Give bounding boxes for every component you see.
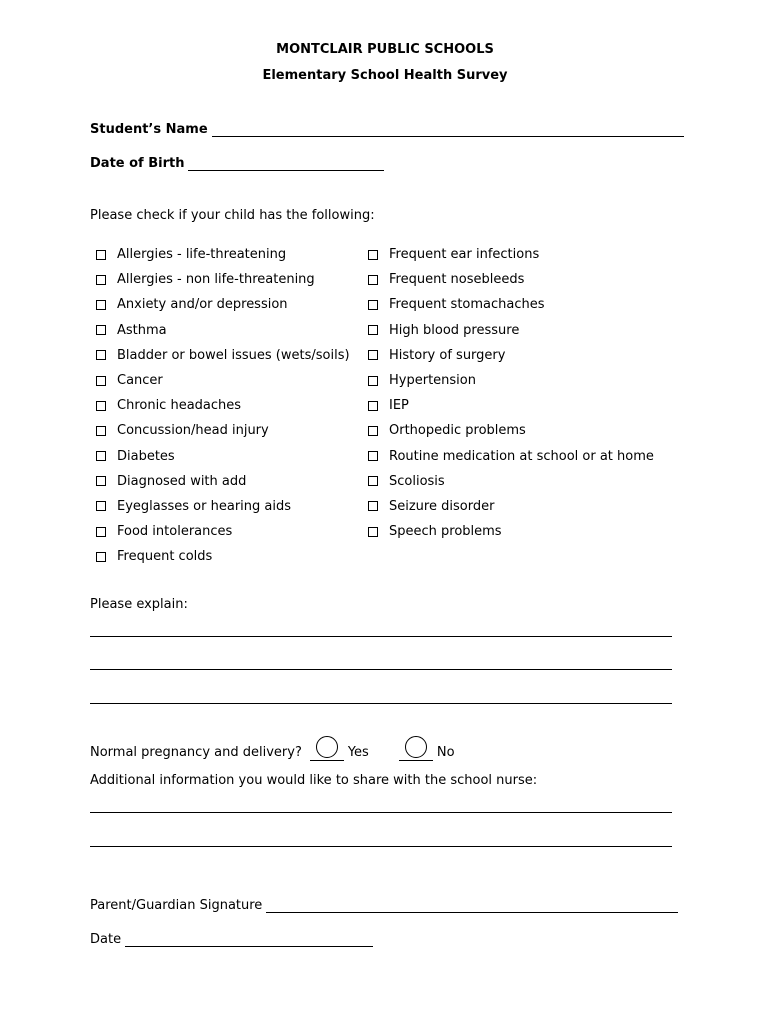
radio-circle-icon [405, 736, 427, 758]
condition-item [368, 418, 654, 443]
condition-label: Anxiety and/or depression [117, 297, 288, 313]
condition-checkbox[interactable] [368, 527, 378, 537]
condition-item [96, 444, 350, 469]
student-name-label: Student’s Name [90, 122, 208, 137]
condition-checkbox[interactable] [96, 325, 106, 335]
condition-item [96, 494, 350, 519]
condition-item [96, 469, 350, 494]
date-row [90, 932, 373, 947]
condition-label: Chronic headaches [117, 398, 242, 414]
condition-label: Scoliosis [389, 473, 445, 489]
condition-item [96, 318, 350, 343]
condition-checkbox[interactable] [96, 300, 106, 310]
condition-item [368, 444, 654, 469]
condition-label: Speech problems [389, 524, 502, 540]
condition-item [96, 519, 350, 544]
condition-item [368, 519, 654, 544]
condition-item [96, 393, 350, 418]
date-of-birth-field[interactable] [188, 156, 384, 171]
signature-field[interactable] [266, 898, 678, 913]
condition-label: Concussion/head injury [117, 423, 269, 439]
condition-checkbox[interactable] [368, 501, 378, 511]
condition-checkbox[interactable] [96, 552, 106, 562]
pregnancy-question-row [90, 733, 455, 761]
condition-checkbox[interactable] [96, 426, 106, 436]
condition-label: Asthma [117, 322, 167, 338]
condition-label: Allergies - non life-threatening [117, 272, 315, 288]
pregnancy-yes-radio[interactable] [310, 736, 344, 761]
condition-label: Cancer [117, 373, 163, 389]
condition-checkbox[interactable] [368, 275, 378, 285]
condition-checkbox[interactable] [368, 325, 378, 335]
pregnancy-yes-label: Yes [347, 745, 369, 760]
condition-checkbox[interactable] [96, 527, 106, 537]
signature-row [90, 898, 678, 913]
condition-label: Seizure disorder [389, 498, 495, 514]
condition-checkbox[interactable] [96, 451, 106, 461]
condition-label: Food intolerances [117, 524, 233, 540]
additional-line-1[interactable] [90, 812, 672, 813]
condition-label: Diabetes [117, 448, 175, 464]
pregnancy-no-option [391, 736, 455, 761]
explain-label: Please explain: [90, 597, 188, 612]
conditions-list-right [368, 242, 654, 544]
date-label: Date [90, 932, 122, 947]
condition-item [368, 242, 654, 267]
explain-line-2[interactable] [90, 669, 672, 670]
condition-label: IEP [389, 398, 409, 414]
explain-line-3[interactable] [90, 703, 672, 704]
condition-label: Frequent ear infections [389, 247, 540, 263]
pregnancy-no-label: No [436, 745, 455, 760]
additional-line-2[interactable] [90, 846, 672, 847]
condition-item [96, 368, 350, 393]
condition-label: Hypertension [389, 373, 476, 389]
radio-circle-icon [316, 736, 338, 758]
pregnancy-yes-option [302, 736, 369, 761]
student-name-row [90, 122, 684, 137]
condition-checkbox[interactable] [368, 476, 378, 486]
condition-label: Frequent stomachaches [389, 297, 545, 313]
condition-checkbox[interactable] [368, 376, 378, 386]
condition-item [96, 267, 350, 292]
condition-item [368, 267, 654, 292]
condition-label: Diagnosed with add [117, 473, 247, 489]
conditions-list-left [96, 242, 350, 569]
condition-item [368, 368, 654, 393]
school-name: MONTCLAIR PUBLIC SCHOOLS [276, 42, 494, 57]
additional-info-label: Additional information you would like to share with the school nurse: [90, 773, 538, 788]
condition-label: Eyeglasses or hearing aids [117, 498, 292, 514]
condition-label: Frequent colds [117, 549, 213, 565]
condition-checkbox[interactable] [96, 501, 106, 511]
condition-label: High blood pressure [389, 322, 520, 338]
condition-checkbox[interactable] [96, 401, 106, 411]
condition-item [368, 343, 654, 368]
date-field[interactable] [125, 932, 373, 947]
condition-checkbox[interactable] [368, 426, 378, 436]
condition-checkbox[interactable] [368, 250, 378, 260]
condition-item [96, 242, 350, 267]
explain-line-1[interactable] [90, 636, 672, 637]
condition-item [96, 418, 350, 443]
condition-checkbox[interactable] [368, 401, 378, 411]
condition-checkbox[interactable] [368, 300, 378, 310]
condition-item [368, 494, 654, 519]
condition-item [368, 292, 654, 317]
condition-item [96, 292, 350, 317]
condition-checkbox[interactable] [368, 451, 378, 461]
condition-checkbox[interactable] [96, 476, 106, 486]
condition-item [368, 393, 654, 418]
condition-label: Routine medication at school or at home [389, 448, 654, 464]
condition-label: Frequent nosebleeds [389, 272, 525, 288]
condition-checkbox[interactable] [96, 350, 106, 360]
condition-label: History of surgery [389, 347, 506, 363]
form-title: Elementary School Health Survey [262, 68, 508, 83]
condition-label: Bladder or bowel issues (wets/soils) [117, 347, 350, 363]
signature-label: Parent/Guardian Signature [90, 898, 263, 913]
condition-item [96, 544, 350, 569]
condition-checkbox[interactable] [96, 250, 106, 260]
condition-checkbox[interactable] [96, 275, 106, 285]
pregnancy-no-radio[interactable] [399, 736, 433, 761]
student-name-field[interactable] [212, 122, 684, 137]
conditions-instruction: Please check if your child has the following: [90, 208, 375, 223]
condition-item [368, 469, 654, 494]
condition-label: Allergies - life-threatening [117, 247, 287, 263]
condition-label: Orthopedic problems [389, 423, 526, 439]
date-of-birth-row [90, 156, 384, 171]
condition-checkbox[interactable] [96, 376, 106, 386]
condition-item [96, 343, 350, 368]
date-of-birth-label: Date of Birth [90, 156, 185, 171]
condition-item [368, 318, 654, 343]
pregnancy-question: Normal pregnancy and delivery? [90, 745, 302, 760]
condition-checkbox[interactable] [368, 350, 378, 360]
